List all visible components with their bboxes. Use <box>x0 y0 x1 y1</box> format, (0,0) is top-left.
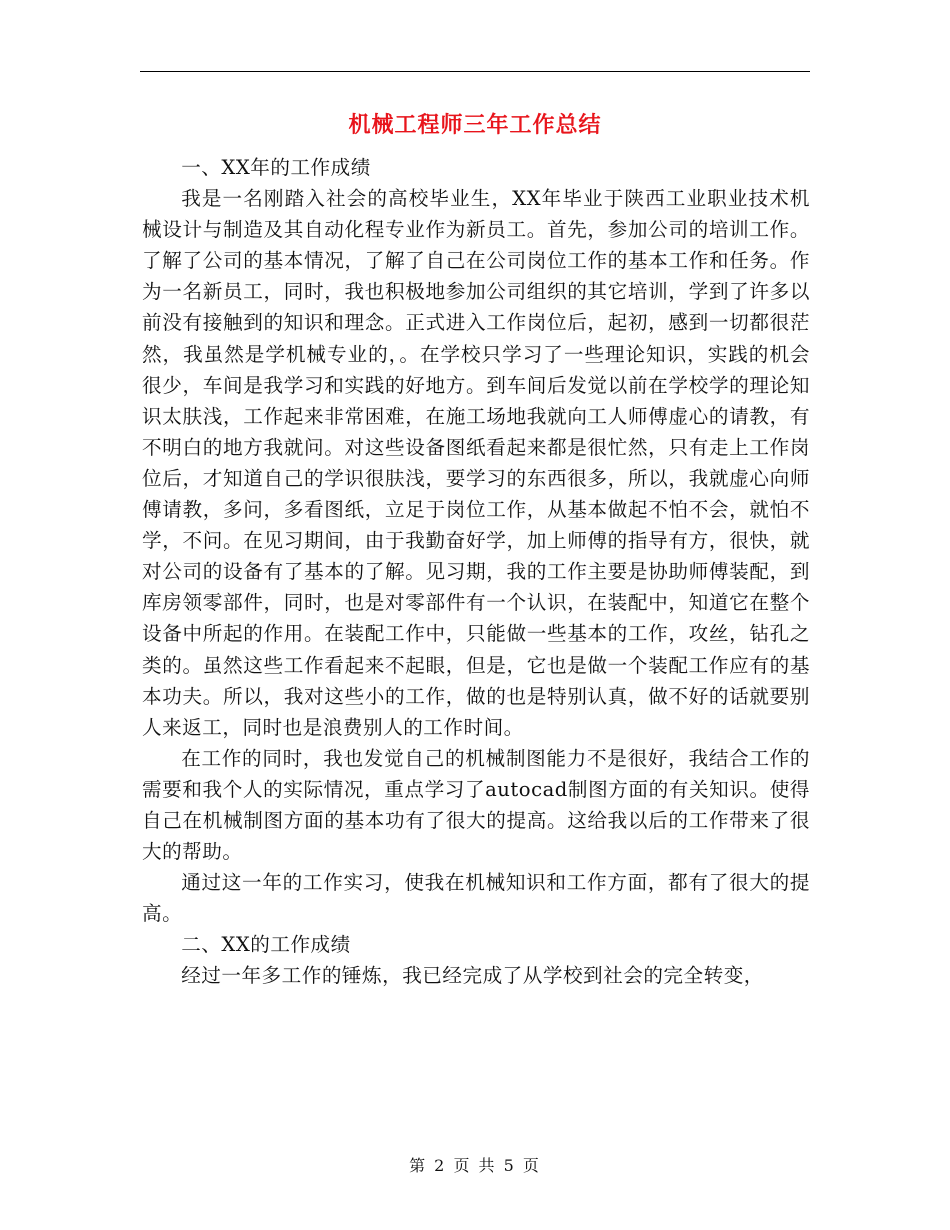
section-heading-1: 一、XX年的工作成绩 <box>181 156 371 179</box>
section-heading-2: 二、XX的工作成绩 <box>181 933 351 957</box>
paragraph-1: 我是一名刚踏入社会的高校毕业生，XX年毕业于陕西工业职业技术机械设计与制造及其自动化程专业作为新员工。首先，参加公司的培训工作。了解了公司的基本情况，了解了自己在公司岗位工作的基本工作和任务。作为一名新员工，同时，我也积极地参加公司组织的其它培训，学到了许多以前没有接触到的知识和理念。正式进入工作岗位后，起初，感到一切都很茫然，我虽然是学机械专业的，。在学校只学习了一些理论知识，实践的机会很少，车间是我学习和实践的好地方。到车间后发觉以前在学校学的理论知识太肤浅，工作起来非常困难，在施工场地我就向工人师傅虚心的请教，有不明白的地方我就问。对这些设备图纸看起来都是很忙然，只有走上工作岗位后，才知道自己的学识很肤浅，要学习的东西很多，所以，我就虚心向师傅请教，多问，多看图纸，立足于岗位工作，从基本做起不怕不会，就怕不学，不问。在见习期间，由于我勤奋好学，加上师傅的指导有方，很快，就对公司的设备有了基本的了解。见习期，我的工作主要是协助师傅装配，到库房领零部件，同时，也是对零部件有一个认识，在装配中，知道它在整个设备中所起的作用。在装配工作中，只能做一些基本的工作，攻丝，钻孔之类的。虽然这些工作看起来不起眼，但是，它也是做一个装配工作应有的基本功夫。所以，我对这些小的工作，做的也是特别认真，做不好的话就要别人来返工，同时也是浪费别人的工作时间。 <box>142 187 810 739</box>
document-body <box>142 152 810 992</box>
header-rule <box>140 71 810 72</box>
document-title: 机械工程师三年工作总结 <box>348 112 602 138</box>
paragraph-2: 在工作的同时，我也发觉自己的机械制图能力不是很好，我结合工作的需要和我个人的实际情况，重点学习了autocad制图方面的有关知识。使得自己在机械制图方面的基本功有了很大的提高。这给我以后的工作带来了很大的帮助。 <box>142 746 810 864</box>
page-footer: 第 2 页 共 5 页 <box>409 1156 541 1175</box>
paragraph-3: 通过这一年的工作实习，使我在机械知识和工作方面，都有了很大的提高。 <box>142 871 810 926</box>
paragraph-4: 经过一年多工作的锤炼，我已经完成了从学校到社会的完全转变， <box>181 964 764 988</box>
